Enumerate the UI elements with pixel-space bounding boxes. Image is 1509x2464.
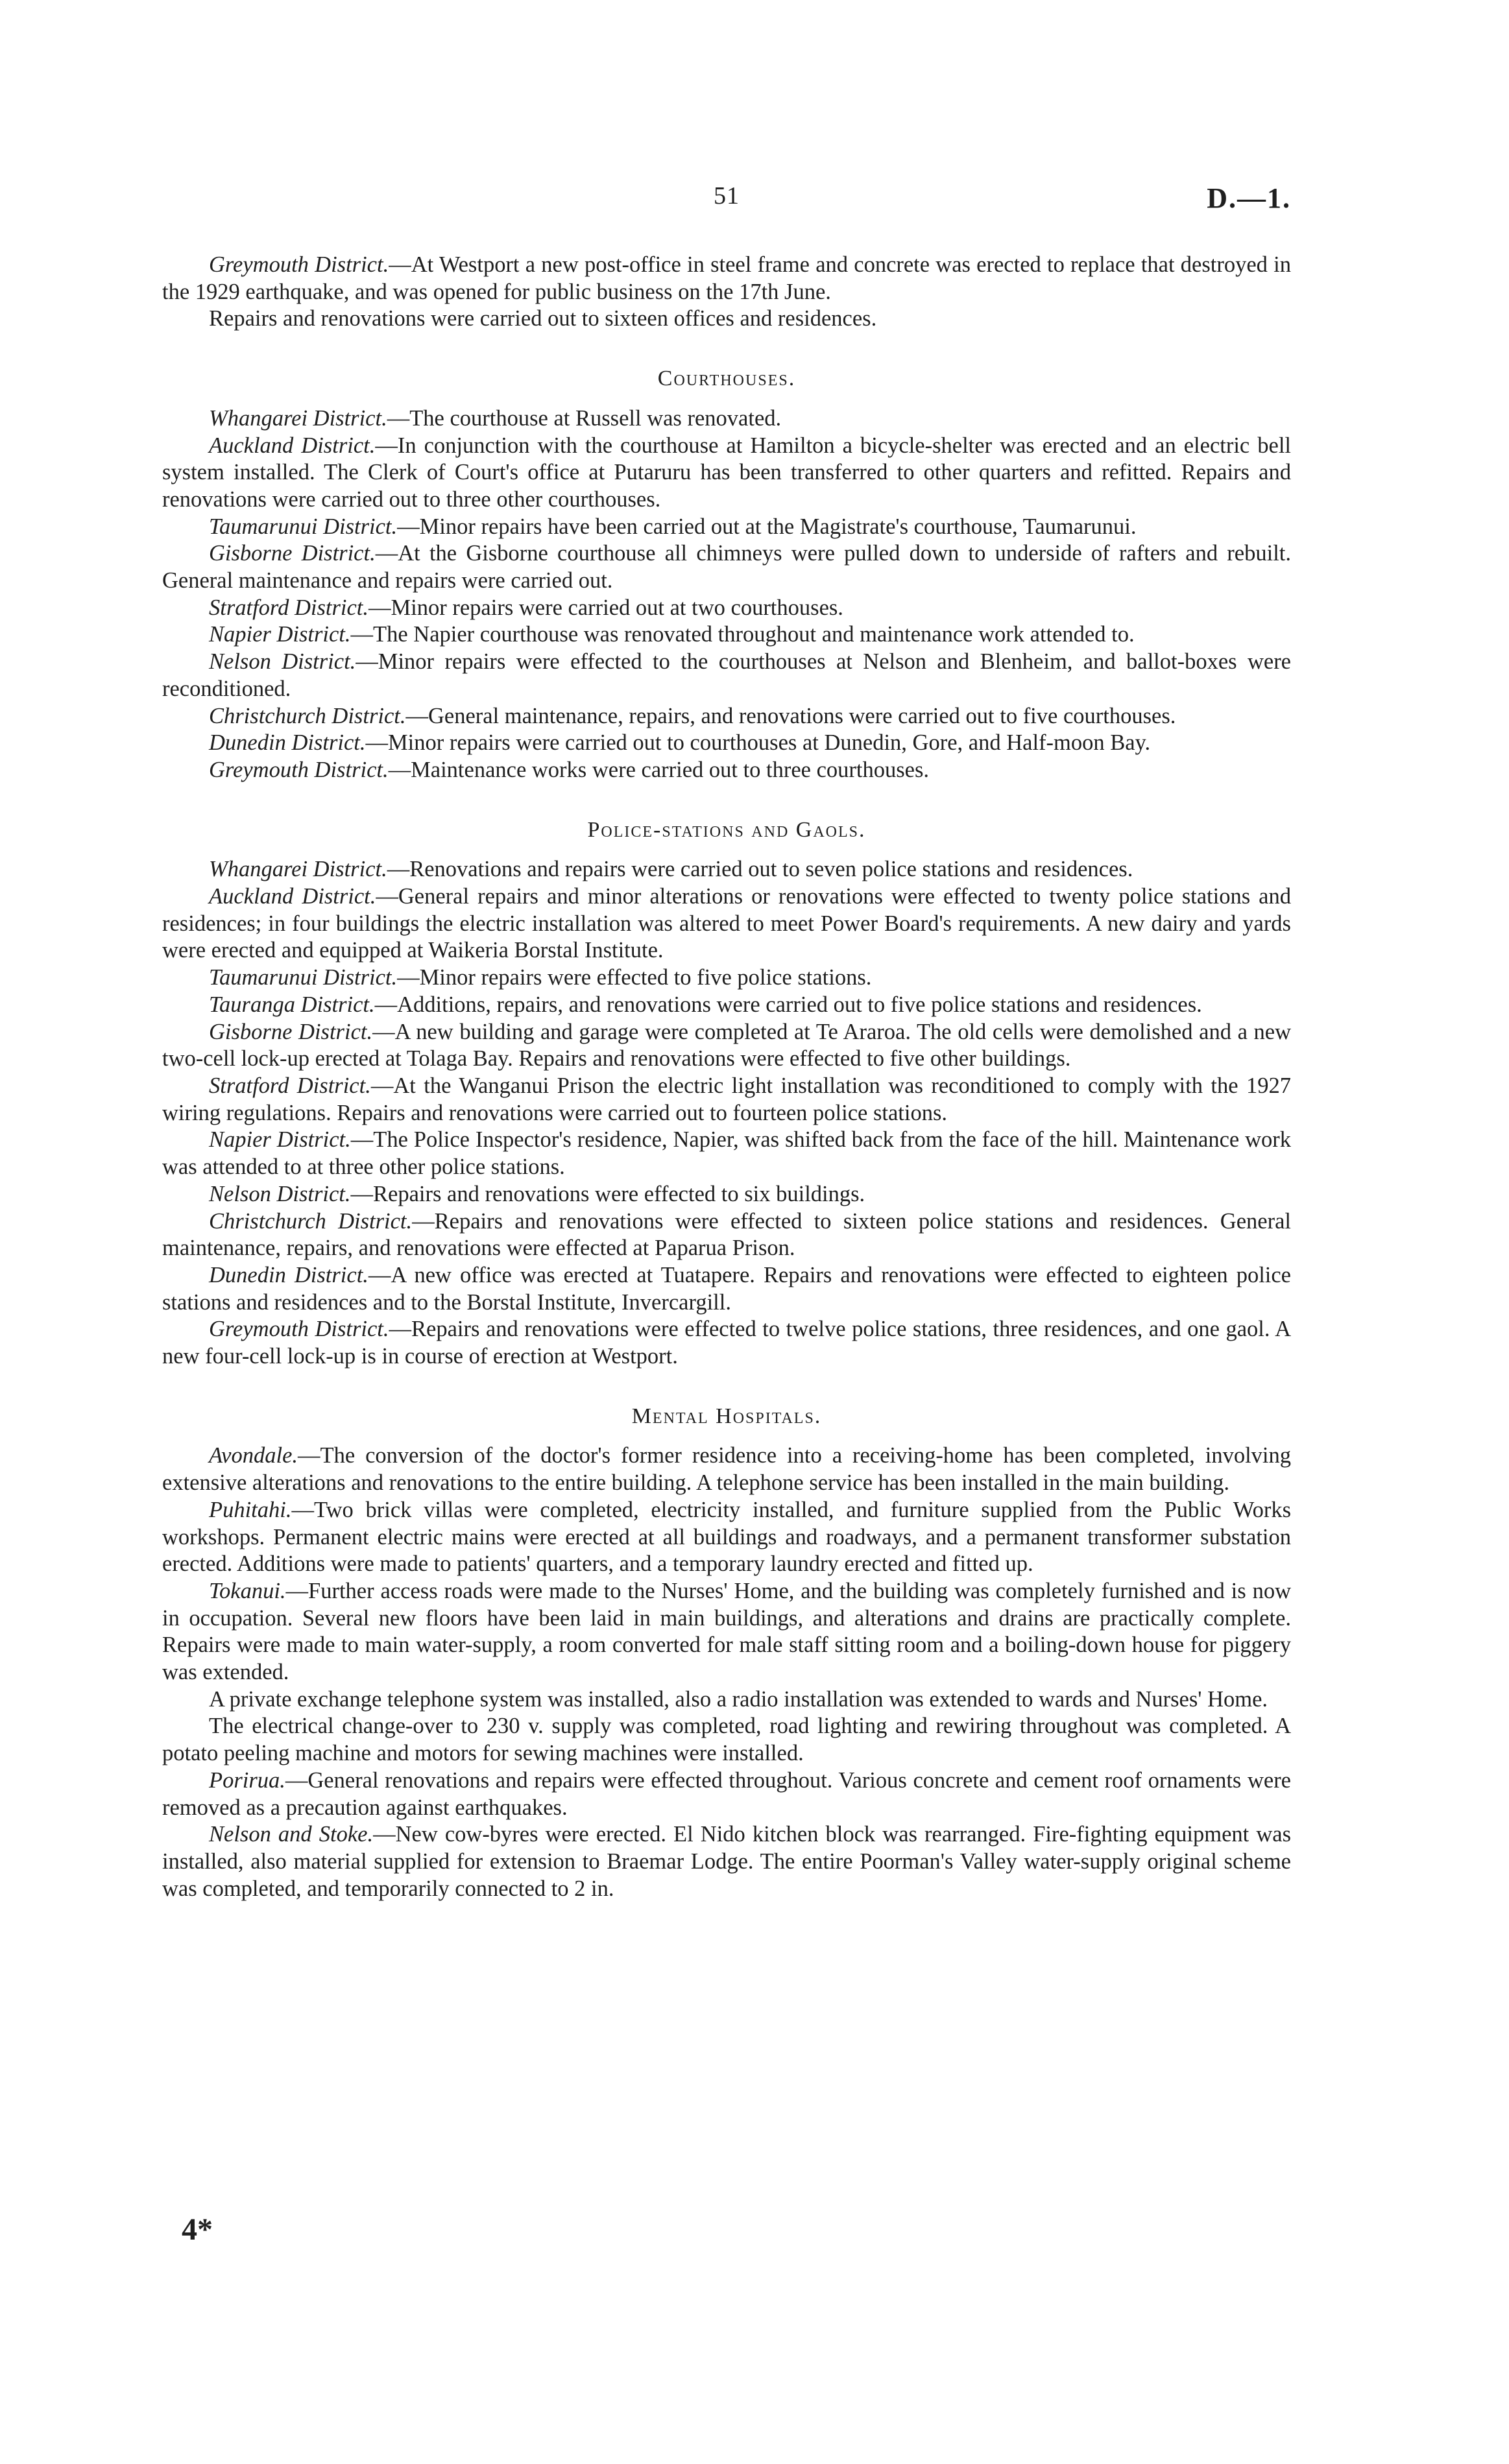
paragraph [162, 1442, 1291, 1496]
paragraph [162, 1181, 1291, 1208]
section-heading: Police-stations and Gaols. [587, 817, 866, 842]
document-code: D.—1. [1207, 182, 1291, 214]
district-label: Nelson District. [209, 649, 356, 675]
paragraph-text: —Renovations and repairs were carried out to seven police stations and residences. [387, 857, 1133, 882]
district-label: Auckland District. [209, 884, 376, 909]
paragraph-text: —In conjunction with the courthouse at Hamilton a bicycle-shelter was erected and an electric bell system installed. The Clerk of Court's office at Putaruru has been transferred to other quarters and refitted. Repairs and renovations were carried out to three other courthouses. [162, 433, 1291, 512]
district-label: Porirua. [209, 1767, 285, 1793]
paragraph-text: —Repairs and renovations were effected to six buildings. [350, 1181, 865, 1206]
paragraph [162, 649, 1291, 702]
paragraph-text: —General repairs and minor alterations or renovations were effected to twenty police stations and residences; in four buildings the electric installation was altered to meet Power Board's requirements. A new dairy and yards were erected and equipped at Waikeria Borstal Institute. [162, 884, 1291, 963]
district-label: Nelson District. [209, 1181, 351, 1206]
paragraph-text: —The Police Inspector's residence, Napier, was shifted back from the face of the hill. Maintenance work was attended to at three other police stations. [162, 1127, 1291, 1180]
paragraph [162, 964, 1291, 992]
paragraph [162, 883, 1291, 964]
paragraph [162, 1073, 1291, 1127]
paragraph-text: —At the Gisborne courthouse all chimneys were pulled down to underside of rafters and rebuilt. General maintenance and repairs were carried out. [162, 541, 1291, 593]
paragraph-text: —The Napier courthouse was renovated throughout and maintenance work attended to. [350, 622, 1135, 647]
paragraph-text: —Minor repairs were effected to the courthouses at Nelson and Blenheim, and ballot-boxes were reconditioned. [162, 649, 1291, 701]
paragraph-text: —At Westport a new post-office in steel frame and concrete was erected to replace that destroyed in the 1929 earthquake, and was opened for public business on the 17th June. [162, 252, 1291, 304]
district-label: Christchurch District. [209, 703, 406, 728]
paragraph-text: —Additions, repairs, and renovations were carried out to five police stations and residences. [374, 992, 1202, 1017]
paragraph-text: —Further access roads were made to the Nurses' Home, and the building was completely furnished and is now in occupation. Several new floors have been laid in main buildings, and alterations and drains are practically complete. Repairs were made to main water-supply, a room converted for male staff sitting room and a boiling-down house for piggery was extended. [162, 1578, 1291, 1685]
paragraph-text: —The courthouse at Russell was renovated. [387, 405, 782, 431]
paragraph [162, 1686, 1291, 1714]
paragraph [162, 1821, 1291, 1902]
paragraph-text: —The conversion of the doctor's former residence into a receiving-home has been completed, involving extensive alterations and renovations to the entire building. A telephone service has been installed in the main building. [162, 1443, 1291, 1496]
paragraph [162, 992, 1291, 1019]
paragraph [162, 1316, 1291, 1370]
district-label: Greymouth District. [209, 252, 389, 277]
paragraph-text: Repairs and renovations were carried out to sixteen offices and residences. [209, 306, 877, 331]
paragraph-text: —Repairs and renovations were effected to sixteen police stations and residences. General maintenance, repairs, and renovations were effected at Paparua Prison. [162, 1208, 1291, 1261]
paragraph-text: —A new building and garage were completed at Te Araroa. The old cells were demolished and a new two-cell lock-up erected at Tolaga Bay. Repairs and renovations were effected to five other buildings. [162, 1019, 1291, 1071]
paragraph-text: The electrical change-over to 230 v. supply was completed, road lighting and rewiring throughout was completed. A potato peeling machine and motors for sewing machines were installed. [162, 1714, 1291, 1766]
district-label: Dunedin District. [209, 1262, 368, 1287]
district-label: Whangarei District. [209, 405, 387, 431]
paragraph [162, 730, 1291, 757]
district-label: Avondale. [209, 1443, 298, 1468]
district-label: Dunedin District. [209, 730, 366, 756]
paragraph [162, 1262, 1291, 1316]
paragraph [162, 252, 1291, 305]
district-label: Whangarei District. [209, 857, 387, 882]
paragraph-text: —Maintenance works were carried out to three courthouses. [388, 757, 930, 782]
paragraph-text: —A new office was erected at Tuatapere. Repairs and renovations were effected to eighteen police stations and residences and to the Borstal Institute, Invercargill. [162, 1262, 1291, 1315]
district-label: Napier District. [209, 622, 351, 647]
district-label: Puhitahi. [209, 1497, 292, 1522]
section-heading: Courthouses. [657, 366, 796, 391]
paragraph [162, 433, 1291, 514]
district-label: Tauranga District. [209, 992, 375, 1017]
paragraph [162, 703, 1291, 730]
paragraph [162, 1578, 1291, 1686]
paragraph [162, 1767, 1291, 1821]
district-label: Stratford District. [209, 595, 368, 620]
paragraph [162, 1208, 1291, 1262]
paragraph [162, 514, 1291, 541]
paragraph-text: —Repairs and renovations were effected to twelve police stations, three residences, and one gaol. A new four-cell lock-up is in course of erection at Westport. [162, 1317, 1291, 1369]
district-label: Auckland District. [209, 433, 376, 458]
district-label: Stratford District. [209, 1073, 371, 1098]
paragraph-text: —New cow-byres were erected. El Nido kitchen block was rearranged. Fire-fighting equipment was installed, also material supplied for extension to Braemar Lodge. The entire Poorman's Valley water-supply original scheme was completed, and temporarily connected to 2 in. [162, 1822, 1291, 1901]
paragraph-text: —General renovations and repairs were effected throughout. Various concrete and cement roof ornaments were removed as a precaution against earthquakes. [162, 1767, 1291, 1820]
paragraph [162, 621, 1291, 649]
district-label: Christchurch District. [209, 1208, 413, 1234]
district-label: Napier District. [209, 1127, 351, 1153]
paragraph-text: —At the Wanganui Prison the electric light installation was reconditioned to comply with the 1927 wiring regulations. Repairs and renovations were carried out to fourteen police stations. [162, 1073, 1291, 1125]
section-heading: Mental Hospitals. [631, 1404, 822, 1428]
paragraph-text: —Minor repairs were carried out at two courthouses. [368, 595, 843, 620]
paragraph [162, 1127, 1291, 1180]
district-label: Nelson and Stoke. [209, 1822, 374, 1847]
paragraph [162, 540, 1291, 594]
paragraph [162, 1713, 1291, 1767]
paragraph [162, 757, 1291, 784]
paragraph-text: —General maintenance, repairs, and renovations were carried out to five courthouses. [405, 703, 1176, 728]
district-label: Gisborne District. [209, 1019, 373, 1044]
paragraph-text: —Minor repairs were carried out to courthouses at Dunedin, Gore, and Half-moon Bay. [365, 730, 1151, 756]
district-label: Greymouth District. [209, 1317, 389, 1342]
paragraph [162, 1019, 1291, 1073]
district-label: Taumarunui District. [209, 965, 398, 990]
paragraph-text: —Two brick villas were completed, electricity installed, and furniture supplied from the Public Works workshops. Permanent electric mains were erected at all buildings and roadways, and a permanent transformer substation erected. Additions were made to patients' quarters, and a temporary laundry erected and fitted up. [162, 1497, 1291, 1577]
paragraph [162, 1497, 1291, 1578]
report-body [162, 252, 1291, 1902]
paragraph [162, 405, 1291, 433]
district-label: Gisborne District. [209, 541, 376, 566]
paragraph [162, 856, 1291, 883]
page-header [162, 182, 1291, 227]
paragraph-text: —Minor repairs have been carried out at the Magistrate's courthouse, Taumarunui. [397, 514, 1137, 539]
signature-mark: 4* [182, 2212, 213, 2247]
district-label: Greymouth District. [209, 757, 389, 782]
paragraph-text: A private exchange telephone system was installed, also a radio installation was extended to wards and Nurses' Home. [209, 1686, 1268, 1712]
district-label: Taumarunui District. [209, 514, 398, 539]
district-label: Tokanui. [209, 1578, 286, 1603]
paragraph [162, 305, 1291, 333]
page-number: 51 [714, 182, 740, 209]
paragraph [162, 595, 1291, 622]
paragraph-text: —Minor repairs were effected to five police stations. [397, 965, 872, 990]
